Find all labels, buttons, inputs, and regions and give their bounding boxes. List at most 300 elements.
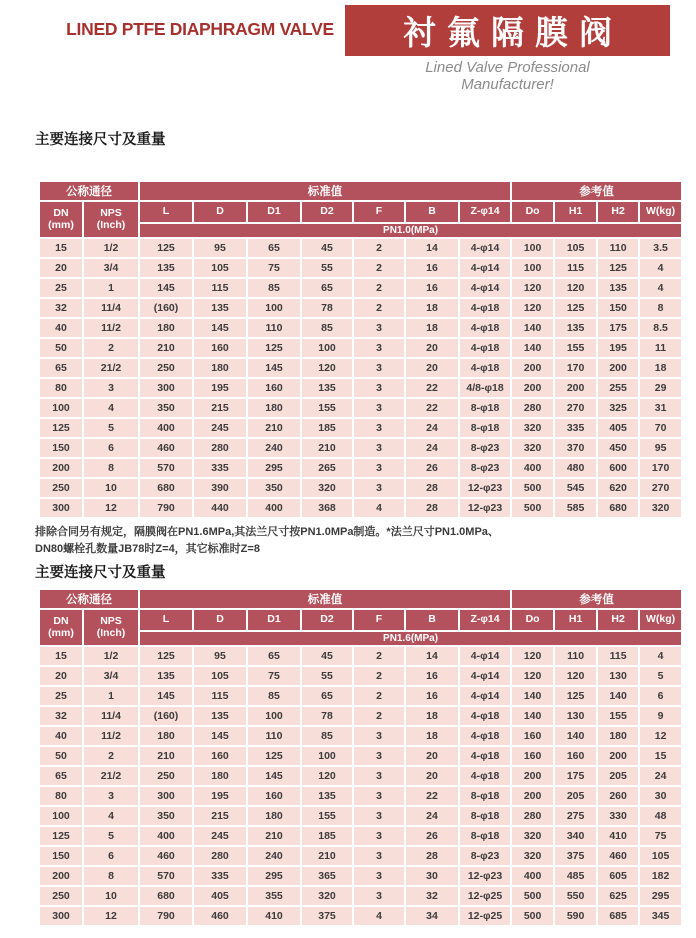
table-cell: 155 bbox=[597, 706, 639, 726]
table-cell: 5 bbox=[83, 418, 139, 438]
group-header-row bbox=[39, 589, 682, 609]
table-cell: 620 bbox=[597, 478, 639, 498]
table-cell: 245 bbox=[193, 418, 247, 438]
table-cell: 4-φ14 bbox=[459, 666, 511, 686]
table-cell: 280 bbox=[193, 846, 247, 866]
table-cell: 150 bbox=[39, 846, 83, 866]
col-header-d1: D1 bbox=[247, 201, 301, 223]
table-cell: 365 bbox=[301, 866, 353, 886]
table-cell: 50 bbox=[39, 338, 83, 358]
table-row bbox=[39, 438, 682, 458]
table-cell: 34 bbox=[405, 906, 459, 926]
table-cell: 65 bbox=[301, 686, 353, 706]
table-cell: 100 bbox=[39, 806, 83, 826]
table-cell: 100 bbox=[247, 706, 301, 726]
table-cell: 400 bbox=[139, 826, 193, 846]
col-header-h1: H1 bbox=[554, 609, 597, 631]
table-cell: 405 bbox=[597, 418, 639, 438]
table-row bbox=[39, 686, 682, 706]
table-cell: 245 bbox=[193, 826, 247, 846]
table-cell: 8 bbox=[83, 866, 139, 886]
table-cell: 75 bbox=[247, 666, 301, 686]
table-cell: 460 bbox=[139, 846, 193, 866]
table-cell: 16 bbox=[405, 666, 459, 686]
table-cell: 185 bbox=[301, 826, 353, 846]
table-cell: 320 bbox=[301, 886, 353, 906]
table-cell: 8-φ18 bbox=[459, 398, 511, 418]
col-header-dn: DN (mm) bbox=[39, 609, 83, 646]
table-cell: 350 bbox=[139, 398, 193, 418]
table-cell: 11/2 bbox=[83, 726, 139, 746]
table-row bbox=[39, 726, 682, 746]
table-cell: 135 bbox=[193, 706, 247, 726]
table-cell: 160 bbox=[554, 746, 597, 766]
table-cell: 300 bbox=[39, 906, 83, 926]
table-cell: 18 bbox=[405, 706, 459, 726]
table-cell: 8-φ23 bbox=[459, 438, 511, 458]
table-row bbox=[39, 258, 682, 278]
table-cell: 8 bbox=[639, 298, 682, 318]
table-cell: 3.5 bbox=[639, 238, 682, 258]
table-cell: 4 bbox=[639, 278, 682, 298]
table-cell: 250 bbox=[139, 358, 193, 378]
group-header-standard: 标准值 bbox=[139, 181, 511, 201]
table-cell: 100 bbox=[511, 258, 554, 278]
table-cell: 24 bbox=[405, 806, 459, 826]
table-cell: 3 bbox=[353, 726, 405, 746]
table-cell: 200 bbox=[597, 746, 639, 766]
pressure-rating-label: PN1.6(MPa) bbox=[139, 631, 682, 646]
table-cell: 145 bbox=[139, 686, 193, 706]
table-cell: 2 bbox=[353, 666, 405, 686]
table-cell: 350 bbox=[139, 806, 193, 826]
table-cell: 75 bbox=[247, 258, 301, 278]
table-cell: 790 bbox=[139, 906, 193, 926]
table-cell: 280 bbox=[511, 398, 554, 418]
table-cell: 3/4 bbox=[83, 258, 139, 278]
table-cell: 8-φ18 bbox=[459, 806, 511, 826]
table-cell: 80 bbox=[39, 378, 83, 398]
table-cell: 390 bbox=[193, 478, 247, 498]
table-cell: 30 bbox=[405, 866, 459, 886]
col-header-nps: NPS (Inch) bbox=[83, 609, 139, 646]
table-row bbox=[39, 318, 682, 338]
table-cell: 45 bbox=[301, 646, 353, 666]
table-cell: 140 bbox=[511, 318, 554, 338]
col-header-d1: D1 bbox=[247, 609, 301, 631]
table-cell: 335 bbox=[193, 866, 247, 886]
table-row bbox=[39, 886, 682, 906]
footnote bbox=[35, 524, 675, 557]
table-cell: 200 bbox=[511, 766, 554, 786]
group-header-row bbox=[39, 181, 682, 201]
table-cell: 55 bbox=[301, 666, 353, 686]
table-cell: 335 bbox=[554, 418, 597, 438]
table-row bbox=[39, 478, 682, 498]
table-cell: 10 bbox=[83, 886, 139, 906]
table-cell: 2 bbox=[353, 686, 405, 706]
table-cell: 3 bbox=[353, 846, 405, 866]
table-cell: 1 bbox=[83, 278, 139, 298]
table-cell: 140 bbox=[511, 706, 554, 726]
table-cell: 300 bbox=[139, 378, 193, 398]
table-cell: 3 bbox=[83, 786, 139, 806]
table-cell: 680 bbox=[139, 886, 193, 906]
table-cell: 135 bbox=[301, 378, 353, 398]
table-cell: 3 bbox=[353, 746, 405, 766]
table-cell: 340 bbox=[554, 826, 597, 846]
table-cell: 20 bbox=[39, 666, 83, 686]
table-cell: 335 bbox=[193, 458, 247, 478]
table-cell: 6 bbox=[83, 846, 139, 866]
col-header-f: F bbox=[353, 609, 405, 631]
table-row bbox=[39, 238, 682, 258]
table-cell: 345 bbox=[639, 906, 682, 926]
col-header-z: Z-φ14 bbox=[459, 201, 511, 223]
table-cell: 160 bbox=[193, 746, 247, 766]
table-cell: 115 bbox=[193, 686, 247, 706]
table-cell: 100 bbox=[511, 238, 554, 258]
table-cell: 4/8-φ18 bbox=[459, 378, 511, 398]
group-header-nominal: 公称通径 bbox=[39, 589, 139, 609]
table-row bbox=[39, 458, 682, 478]
table-cell: 18 bbox=[405, 318, 459, 338]
col-header-dn: DN (mm) bbox=[39, 201, 83, 238]
table-cell: 300 bbox=[39, 498, 83, 518]
table-cell: 65 bbox=[247, 238, 301, 258]
table-cell: 15 bbox=[39, 646, 83, 666]
table-body-pn16 bbox=[39, 646, 682, 926]
table-cell: 570 bbox=[139, 866, 193, 886]
table-cell: 4 bbox=[639, 646, 682, 666]
col-header-l: L bbox=[139, 609, 193, 631]
table-cell: 70 bbox=[639, 418, 682, 438]
table-cell: 260 bbox=[597, 786, 639, 806]
footnote-line2: DN80螺栓孔数量JB78时Z=4，其它标准时Z=8 bbox=[35, 542, 260, 555]
table-cell: 135 bbox=[554, 318, 597, 338]
table-cell: 24 bbox=[405, 418, 459, 438]
table-cell: 205 bbox=[554, 786, 597, 806]
table-cell: 155 bbox=[301, 398, 353, 418]
group-header-reference: 参考值 bbox=[511, 589, 682, 609]
table-cell: 480 bbox=[554, 458, 597, 478]
table-cell: 500 bbox=[511, 906, 554, 926]
table-cell: 4-φ18 bbox=[459, 746, 511, 766]
table-cell: 4-φ14 bbox=[459, 646, 511, 666]
table-cell: 600 bbox=[597, 458, 639, 478]
table-cell: 2 bbox=[353, 298, 405, 318]
col-header-w: W(kg) bbox=[639, 609, 682, 631]
table-cell: 2 bbox=[353, 706, 405, 726]
table-cell: 6 bbox=[83, 438, 139, 458]
table-cell: 28 bbox=[405, 498, 459, 518]
table-cell: 40 bbox=[39, 726, 83, 746]
table-row bbox=[39, 866, 682, 886]
table-cell: 545 bbox=[554, 478, 597, 498]
table-cell: 130 bbox=[597, 666, 639, 686]
table-cell: 25 bbox=[39, 278, 83, 298]
table-cell: 4 bbox=[83, 806, 139, 826]
col-header-d2: D2 bbox=[301, 201, 353, 223]
table-cell: 4-φ18 bbox=[459, 338, 511, 358]
table-cell: 210 bbox=[139, 338, 193, 358]
table-cell: 605 bbox=[597, 866, 639, 886]
table-cell: 28 bbox=[405, 846, 459, 866]
table-cell: 8-φ23 bbox=[459, 846, 511, 866]
col-header-h2: H2 bbox=[597, 201, 639, 223]
table-cell: 120 bbox=[301, 766, 353, 786]
table-cell: 170 bbox=[639, 458, 682, 478]
col-header-w: W(kg) bbox=[639, 201, 682, 223]
table-cell: 355 bbox=[247, 886, 301, 906]
table-cell: 400 bbox=[139, 418, 193, 438]
table-cell: 12 bbox=[83, 906, 139, 926]
table-cell: 11/4 bbox=[83, 706, 139, 726]
table-row bbox=[39, 786, 682, 806]
table-cell: 78 bbox=[301, 298, 353, 318]
table-cell: 12-φ25 bbox=[459, 906, 511, 926]
table-cell: 21/2 bbox=[83, 358, 139, 378]
table-cell: 215 bbox=[193, 398, 247, 418]
table-cell: 100 bbox=[39, 398, 83, 418]
table-row bbox=[39, 358, 682, 378]
table-cell: 180 bbox=[193, 358, 247, 378]
table-cell: 4-φ18 bbox=[459, 766, 511, 786]
col-header-h2: H2 bbox=[597, 609, 639, 631]
table-cell: 180 bbox=[139, 726, 193, 746]
group-header-reference: 参考值 bbox=[511, 181, 682, 201]
table-row bbox=[39, 746, 682, 766]
table-cell: 120 bbox=[511, 666, 554, 686]
table-cell: 18 bbox=[639, 358, 682, 378]
table-cell: 65 bbox=[39, 358, 83, 378]
table-cell: 4 bbox=[83, 398, 139, 418]
table-cell: 295 bbox=[639, 886, 682, 906]
table-cell: 11 bbox=[639, 338, 682, 358]
table-cell: 55 bbox=[301, 258, 353, 278]
table-cell: 125 bbox=[139, 238, 193, 258]
col-header-b: B bbox=[405, 609, 459, 631]
table-cell: 135 bbox=[139, 258, 193, 278]
table-cell: 145 bbox=[247, 766, 301, 786]
table-cell: 3 bbox=[353, 886, 405, 906]
table-cell: 240 bbox=[247, 438, 301, 458]
table-cell: 1/2 bbox=[83, 646, 139, 666]
table-cell: 270 bbox=[639, 478, 682, 498]
table-cell: 205 bbox=[597, 766, 639, 786]
table-cell: 460 bbox=[139, 438, 193, 458]
table-cell: 100 bbox=[301, 338, 353, 358]
table-cell: 65 bbox=[247, 646, 301, 666]
table-cell: 30 bbox=[639, 786, 682, 806]
table-cell: 85 bbox=[247, 278, 301, 298]
table-cell: 460 bbox=[193, 906, 247, 926]
table-cell: 210 bbox=[301, 438, 353, 458]
table-cell: 26 bbox=[405, 826, 459, 846]
table-cell: 450 bbox=[597, 438, 639, 458]
table-cell: 265 bbox=[301, 458, 353, 478]
table-cell: 570 bbox=[139, 458, 193, 478]
table-cell: 120 bbox=[511, 646, 554, 666]
table-row bbox=[39, 498, 682, 518]
table-row bbox=[39, 826, 682, 846]
table-cell: 180 bbox=[193, 766, 247, 786]
col-header-do: Do bbox=[511, 201, 554, 223]
table-cell: 2 bbox=[83, 746, 139, 766]
table-cell: 8-φ18 bbox=[459, 786, 511, 806]
table-cell: 125 bbox=[554, 298, 597, 318]
table-cell: 40 bbox=[39, 318, 83, 338]
table-row bbox=[39, 378, 682, 398]
table-cell: 215 bbox=[193, 806, 247, 826]
table-cell: 4-φ14 bbox=[459, 238, 511, 258]
table-cell: 320 bbox=[511, 826, 554, 846]
table-cell: 14 bbox=[405, 646, 459, 666]
col-header-d: D bbox=[193, 609, 247, 631]
table-cell: 145 bbox=[193, 318, 247, 338]
table-cell: 115 bbox=[597, 646, 639, 666]
table-cell: 4 bbox=[639, 258, 682, 278]
table-cell: 500 bbox=[511, 498, 554, 518]
table-cell: 8.5 bbox=[639, 318, 682, 338]
table-cell: 105 bbox=[554, 238, 597, 258]
table-cell: 22 bbox=[405, 398, 459, 418]
column-header-row bbox=[39, 609, 682, 631]
table-cell: 3 bbox=[353, 458, 405, 478]
table-cell: 3 bbox=[353, 418, 405, 438]
table-cell: 4-φ14 bbox=[459, 686, 511, 706]
col-header-b: B bbox=[405, 201, 459, 223]
table-cell: 160 bbox=[511, 746, 554, 766]
table-cell: 14 bbox=[405, 238, 459, 258]
table-cell: 140 bbox=[597, 686, 639, 706]
table-cell: 140 bbox=[511, 338, 554, 358]
table-cell: 29 bbox=[639, 378, 682, 398]
section-title-1: 主要连接尺寸及重量 bbox=[35, 132, 166, 148]
table-cell: 368 bbox=[301, 498, 353, 518]
table-cell: 110 bbox=[554, 646, 597, 666]
table-cell: 120 bbox=[554, 666, 597, 686]
table-cell: 685 bbox=[597, 906, 639, 926]
tagline-line1: Lined Valve Professional bbox=[425, 59, 590, 76]
table-cell: 140 bbox=[554, 726, 597, 746]
table-cell: 24 bbox=[405, 438, 459, 458]
table-cell: 32 bbox=[405, 886, 459, 906]
table-row bbox=[39, 278, 682, 298]
col-header-do: Do bbox=[511, 609, 554, 631]
table-cell: 65 bbox=[39, 766, 83, 786]
table-cell: 75 bbox=[639, 826, 682, 846]
table-row bbox=[39, 646, 682, 666]
table-cell: 115 bbox=[554, 258, 597, 278]
table-cell: 2 bbox=[353, 238, 405, 258]
col-header-z: Z-φ14 bbox=[459, 609, 511, 631]
table-cell: 1/2 bbox=[83, 238, 139, 258]
table-cell: 16 bbox=[405, 686, 459, 706]
table-cell: 160 bbox=[193, 338, 247, 358]
table-cell: 175 bbox=[597, 318, 639, 338]
manufacturer-tagline bbox=[345, 60, 670, 94]
table-cell: 585 bbox=[554, 498, 597, 518]
table-cell: 10 bbox=[83, 478, 139, 498]
table-row bbox=[39, 418, 682, 438]
table-cell: 180 bbox=[247, 806, 301, 826]
table-cell: 3 bbox=[353, 826, 405, 846]
table-cell: 375 bbox=[554, 846, 597, 866]
table-cell: 180 bbox=[597, 726, 639, 746]
table-cell: 4-φ18 bbox=[459, 726, 511, 746]
table-cell: 280 bbox=[511, 806, 554, 826]
table-cell: 2 bbox=[353, 278, 405, 298]
table-cell: 48 bbox=[639, 806, 682, 826]
table-cell: 3 bbox=[353, 806, 405, 826]
table-cell: 20 bbox=[405, 358, 459, 378]
table-cell: 350 bbox=[247, 478, 301, 498]
table-cell: 11/4 bbox=[83, 298, 139, 318]
table-cell: 200 bbox=[511, 358, 554, 378]
table-cell: 32 bbox=[39, 298, 83, 318]
table-cell: 200 bbox=[39, 458, 83, 478]
table-cell: 125 bbox=[39, 826, 83, 846]
dimension-table-pn10 bbox=[38, 180, 681, 519]
table-cell: 125 bbox=[597, 258, 639, 278]
table-cell: 135 bbox=[193, 298, 247, 318]
table-cell: 130 bbox=[554, 706, 597, 726]
table-cell: 95 bbox=[639, 438, 682, 458]
table-cell: 8 bbox=[83, 458, 139, 478]
table-cell: 2 bbox=[83, 338, 139, 358]
table-cell: 155 bbox=[301, 806, 353, 826]
table-cell: 180 bbox=[139, 318, 193, 338]
table-cell: 680 bbox=[597, 498, 639, 518]
table-cell: 320 bbox=[511, 438, 554, 458]
col-header-nps: NPS (Inch) bbox=[83, 201, 139, 238]
col-header-d: D bbox=[193, 201, 247, 223]
table-cell: 210 bbox=[247, 826, 301, 846]
table-cell: 145 bbox=[247, 358, 301, 378]
table-cell: 3 bbox=[353, 866, 405, 886]
table-cell: 195 bbox=[193, 786, 247, 806]
table-cell: 105 bbox=[193, 258, 247, 278]
table-cell: 95 bbox=[193, 646, 247, 666]
table-cell: 4-φ14 bbox=[459, 258, 511, 278]
table-cell: 31 bbox=[639, 398, 682, 418]
tagline-line2: Manufacturer! bbox=[461, 75, 554, 93]
table-cell: 3/4 bbox=[83, 666, 139, 686]
table-cell: 625 bbox=[597, 886, 639, 906]
table-cell: 135 bbox=[301, 786, 353, 806]
table-cell: 195 bbox=[597, 338, 639, 358]
table-cell: 175 bbox=[554, 766, 597, 786]
col-header-h1: H1 bbox=[554, 201, 597, 223]
table-cell: 9 bbox=[639, 706, 682, 726]
col-header-f: F bbox=[353, 201, 405, 223]
table-cell: 440 bbox=[193, 498, 247, 518]
table-cell: 250 bbox=[139, 766, 193, 786]
table-cell: 11/2 bbox=[83, 318, 139, 338]
table-cell: 20 bbox=[405, 766, 459, 786]
table-cell: 32 bbox=[39, 706, 83, 726]
table-cell: 135 bbox=[597, 278, 639, 298]
footnote-line1: 排除合同另有规定，隔膜阀在PN1.6MPa,其法兰尺寸按PN1.0MPa制造。*法兰尺寸PN1.0MPa、 bbox=[35, 526, 499, 538]
table-cell: (160) bbox=[139, 706, 193, 726]
table-cell: 180 bbox=[247, 398, 301, 418]
table-cell: 24 bbox=[639, 766, 682, 786]
table-cell: 300 bbox=[139, 786, 193, 806]
table-cell: 182 bbox=[639, 866, 682, 886]
table-cell: 12 bbox=[83, 498, 139, 518]
table-cell: 95 bbox=[193, 238, 247, 258]
